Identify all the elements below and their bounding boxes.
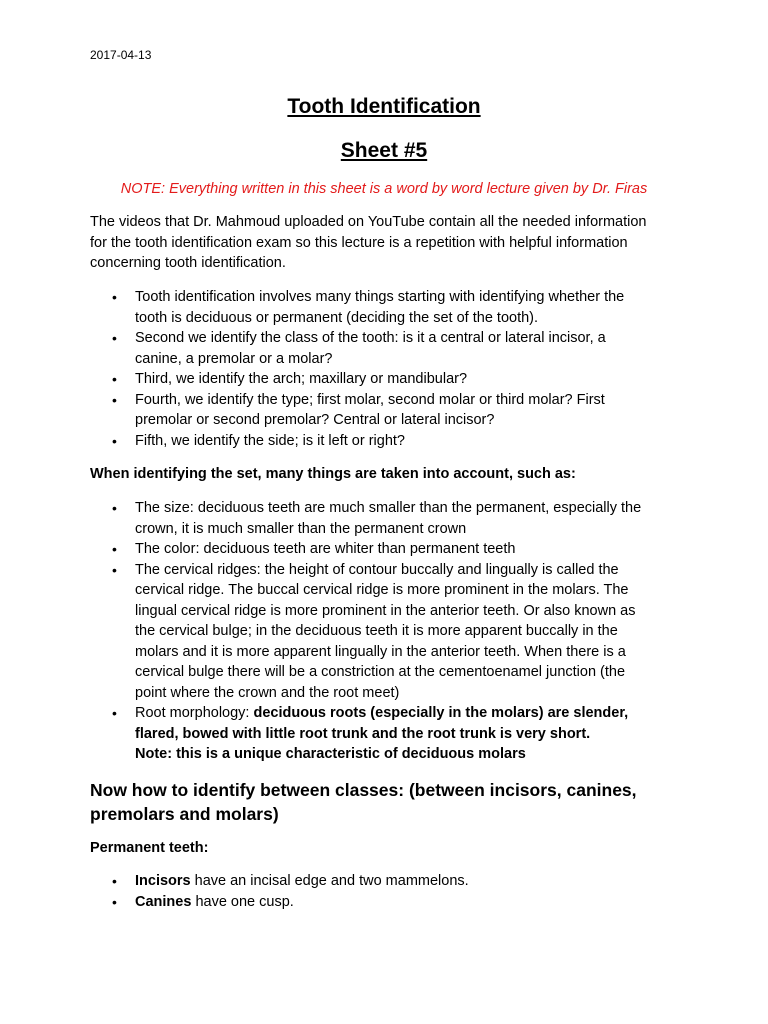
identification-steps-list bbox=[90, 287, 680, 451]
bullet-icon: • bbox=[112, 705, 117, 721]
list-item-line: crown, it is much smaller than the permanent crown bbox=[135, 520, 467, 537]
tooth-class-description: have one cusp. bbox=[191, 893, 294, 910]
intro-line: concerning tooth identification. bbox=[90, 255, 286, 271]
list-item-line: premolar or second premolar? Central or lateral incisor? bbox=[135, 412, 495, 428]
list-item-line: Tooth identification involves many things starting with identifying whether the bbox=[135, 289, 625, 305]
intro-line: for the tooth identification exam so this lecture is a repetition with helpful information bbox=[90, 234, 628, 251]
tooth-class-description: have an incisal edge and two mammelons. bbox=[190, 873, 469, 889]
bullet-icon: • bbox=[112, 541, 117, 557]
sheet-number: Sheet #5 bbox=[340, 139, 428, 162]
list-item bbox=[90, 539, 680, 560]
list-item-line bbox=[135, 871, 680, 892]
heading-line: Now how to identify between classes: (between incisors, canines, bbox=[90, 780, 637, 800]
document-title: Tooth Identification bbox=[287, 95, 481, 118]
bullet-icon: • bbox=[112, 289, 117, 305]
list-item-line bbox=[135, 892, 680, 913]
list-item bbox=[90, 328, 680, 369]
bullet-icon: • bbox=[112, 893, 117, 910]
root-morphology-label: Root morphology: bbox=[135, 705, 254, 721]
bullet-icon: • bbox=[112, 873, 117, 889]
list-item-line bbox=[135, 703, 680, 724]
list-item bbox=[90, 369, 680, 390]
tooth-class-name: Canines bbox=[135, 893, 192, 910]
list-item-line: Third, we identify the arch; maxillary or mandibular? bbox=[135, 371, 468, 387]
list-item bbox=[90, 287, 680, 328]
intro-paragraph bbox=[90, 212, 680, 274]
set-heading: When identifying the set, many things are taken into account, such as: bbox=[90, 466, 576, 482]
list-item bbox=[90, 892, 680, 913]
tooth-class-name: Incisors bbox=[135, 873, 191, 889]
list-item-line: The size: deciduous teeth are much smaller than the permanent, especially the bbox=[135, 500, 642, 516]
classes-heading bbox=[90, 778, 680, 826]
bullet-icon: • bbox=[112, 371, 117, 387]
list-item bbox=[90, 703, 680, 765]
intro-line: The videos that Dr. Mahmoud uploaded on YouTube contain all the needed information bbox=[90, 214, 647, 230]
list-item-line: Second we identify the class of the tooth: is it a central or lateral incisor, a bbox=[135, 330, 606, 346]
set-criteria-list bbox=[90, 498, 680, 765]
list-item-line: cervical bulge there will be a constriction at the cementoenamel junction (the bbox=[135, 664, 626, 680]
heading-line: premolars and molars) bbox=[90, 804, 279, 824]
list-item-line: cervical ridge. The buccal cervical ridge is more prominent in the molars. The bbox=[135, 582, 629, 598]
document-date: 2017-04-13 bbox=[90, 48, 152, 62]
list-item-line: Fifth, we identify the side; is it left or right? bbox=[135, 432, 405, 449]
bullet-icon: • bbox=[112, 432, 117, 449]
list-item-line: molars and it is more apparent lingually in the anterior teeth. When there is a bbox=[135, 643, 626, 660]
list-item-line: canine, a premolar or a molar? bbox=[135, 350, 333, 367]
list-item-line: flared, bowed with little root trunk and the root trunk is very short. bbox=[135, 725, 591, 742]
list-item-line: Fourth, we identify the type; first molar, second molar or third molar? First bbox=[135, 391, 605, 408]
bullet-icon: • bbox=[112, 330, 117, 346]
bullet-icon: • bbox=[112, 500, 117, 516]
list-item-line: Note: this is a unique characteristic of deciduous molars bbox=[135, 746, 526, 762]
list-item-line: lingual cervical ridge is more prominent in the anterior teeth. Or also known as bbox=[135, 602, 636, 619]
permanent-teeth-heading: Permanent teeth: bbox=[90, 840, 209, 856]
list-item-line: The cervical ridges: the height of contour buccally and lingually is called the bbox=[135, 561, 619, 578]
list-item bbox=[90, 560, 680, 704]
list-item-line: tooth is deciduous or permanent (deciding the set of the tooth). bbox=[135, 309, 539, 326]
list-item bbox=[90, 871, 680, 892]
lecture-note: NOTE: Everything written in this sheet is a word by word lecture given by Dr. Firas bbox=[120, 181, 648, 197]
permanent-teeth-list bbox=[90, 871, 680, 912]
list-item bbox=[90, 498, 680, 539]
list-item bbox=[90, 431, 680, 452]
list-item-line: point where the crown and the root meet) bbox=[135, 684, 400, 701]
list-item-line: the cervical bulge; in the deciduous teeth it is more apparent buccally in the bbox=[135, 623, 618, 639]
root-morphology-text: deciduous roots (especially in the molars) are slender, bbox=[253, 705, 629, 721]
list-item bbox=[90, 390, 680, 431]
list-item-line: The color: deciduous teeth are whiter than permanent teeth bbox=[135, 541, 516, 557]
bullet-icon: • bbox=[112, 391, 117, 408]
bullet-icon: • bbox=[112, 561, 117, 578]
